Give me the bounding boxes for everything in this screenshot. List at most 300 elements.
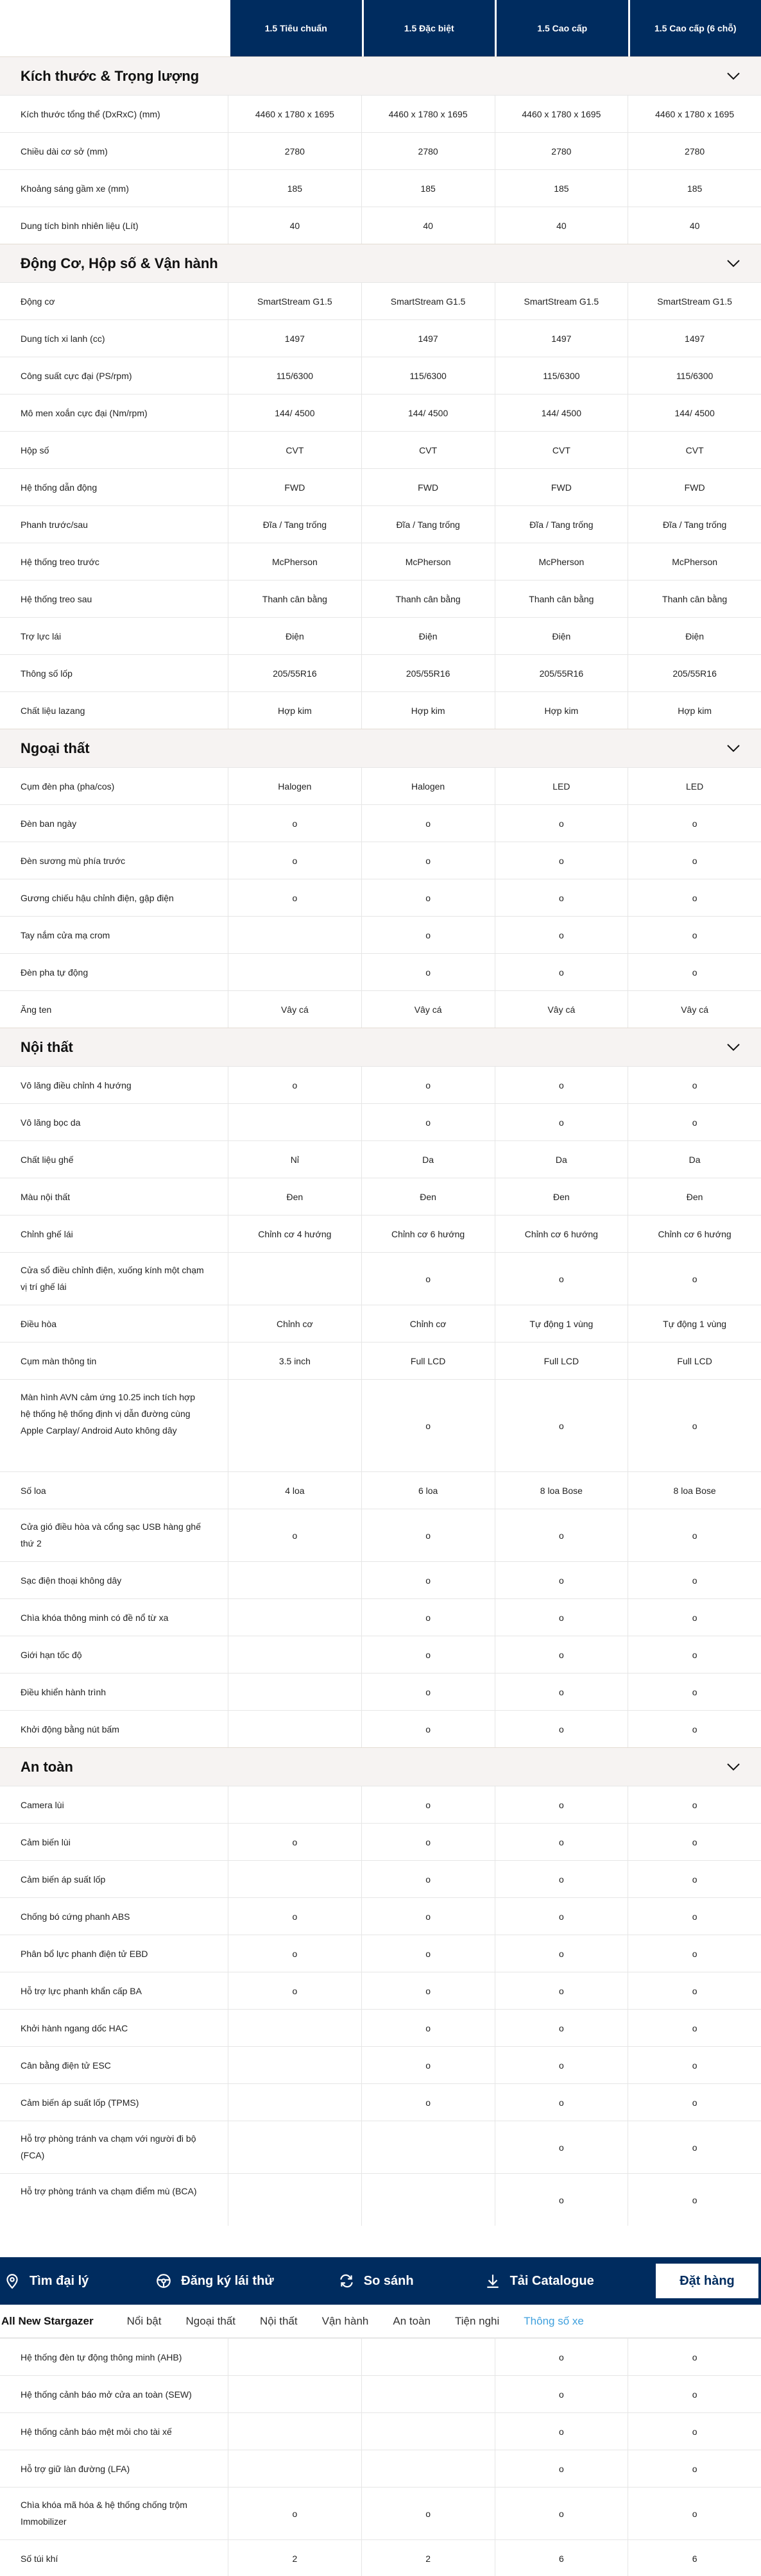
spec-value: Halogen — [362, 768, 495, 804]
spec-row — [0, 207, 761, 244]
spec-value: o — [692, 1649, 697, 1660]
spec-row — [0, 2083, 761, 2121]
spec-row — [0, 1710, 761, 1747]
spec-row — [0, 394, 761, 431]
spec-value: o — [495, 2121, 629, 2173]
compare-button[interactable] — [338, 2257, 414, 2305]
spec-label: Đèn pha tự động — [0, 954, 228, 990]
spec-value: CVT — [362, 432, 495, 468]
spec-row — [0, 1140, 761, 1178]
spec-value: 2780 — [228, 133, 362, 169]
spec-label: Cảm biến áp suất lốp (TPMS) — [0, 2084, 228, 2121]
spec-value — [362, 2413, 495, 2450]
spec-value: o — [228, 1067, 362, 1103]
spec-value: o — [495, 2450, 629, 2487]
sub-navigation — [0, 2305, 761, 2338]
spec-value: Đĩa / Tang trống — [228, 506, 362, 543]
spec-row — [0, 132, 761, 169]
spec-value: Chỉnh cơ — [228, 1305, 362, 1342]
spec-value: Chỉnh cơ 6 hướng — [362, 1216, 495, 1252]
spec-row — [0, 2121, 761, 2173]
spec-value: o — [362, 1786, 495, 1823]
spec-value: Thanh cân bằng — [362, 580, 495, 617]
spec-label: Đèn sương mù phía trước — [0, 842, 228, 879]
spec-value: 185 — [228, 170, 362, 207]
spec-value: Da — [688, 1154, 701, 1165]
spec-value — [228, 1786, 362, 1823]
spec-value: o — [495, 1636, 629, 1673]
spec-row — [0, 2487, 761, 2539]
tab-ngoai-that[interactable]: Ngoại thất — [185, 2314, 235, 2327]
spec-value: 8 loa Bose — [673, 1485, 716, 1496]
spec-label: Khoảng sáng gầm xe (mm) — [0, 170, 228, 207]
spec-value: Vây cá — [228, 991, 362, 1028]
spec-value: 2780 — [495, 133, 629, 169]
spec-label: Phanh trước/sau — [0, 506, 228, 543]
spec-value: 8 loa Bose — [495, 1472, 629, 1509]
spec-row — [0, 282, 761, 319]
spec-value: 4460 x 1780 x 1695 — [495, 96, 629, 132]
spec-row — [0, 2173, 761, 2226]
spec-value — [228, 2376, 362, 2412]
spec-value: Vây cá — [362, 991, 495, 1028]
spec-row — [0, 1342, 761, 1379]
spec-value: 144/ 4500 — [228, 394, 362, 431]
location-pin-icon — [4, 2273, 21, 2289]
spec-value: o — [362, 2487, 495, 2539]
trim-header — [0, 0, 761, 56]
spec-value: LED — [495, 768, 629, 804]
spec-value: SmartStream G1.5 — [362, 283, 495, 319]
spec-value: o — [362, 1935, 495, 1972]
spec-value — [362, 2121, 495, 2173]
spec-value: o — [692, 818, 697, 829]
find-dealer-button[interactable] — [4, 2257, 89, 2305]
spec-value: o — [692, 892, 697, 903]
spec-label: Hệ thống cảnh báo mệt mỏi cho tài xế — [0, 2413, 228, 2450]
spec-value: 205/55R16 — [228, 655, 362, 691]
chevron-down-icon[interactable] — [726, 69, 740, 83]
spec-label: Số túi khí — [0, 2540, 228, 2576]
spec-label: Đèn ban ngày — [0, 805, 228, 842]
spec-value: o — [692, 1724, 697, 1734]
spec-row — [0, 1178, 761, 1215]
spec-row — [0, 2009, 761, 2046]
spec-value: 115/6300 — [676, 370, 714, 381]
spec-value: o — [692, 1911, 697, 1922]
spec-row — [0, 580, 761, 617]
spec-label: Hỗ trợ phòng tránh va chạm với người đi bộ (FCA) — [0, 2121, 228, 2173]
spec-value: Hợp kim — [228, 692, 362, 729]
spec-label: Hệ thống cảnh báo mở cửa an toàn (SEW) — [0, 2376, 228, 2412]
spec-value: o — [362, 1711, 495, 1747]
spec-value: o — [362, 2010, 495, 2046]
spec-row — [0, 617, 761, 654]
spec-value — [228, 1636, 362, 1673]
spec-value — [228, 1104, 362, 1140]
spec-value: 6 — [692, 2553, 697, 2564]
spec-value: Full LCD — [362, 1343, 495, 1379]
spec-value: o — [495, 2413, 629, 2450]
spec-label: Màu nội thất — [0, 1178, 228, 1215]
spec-value: 115/6300 — [228, 357, 362, 394]
spec-value: o — [495, 2010, 629, 2046]
spec-label: Tay nắm cửa mạ crom — [0, 917, 228, 953]
spec-label: Khởi động bằng nút bấm — [0, 1711, 228, 1747]
spec-value: 40 — [362, 207, 495, 244]
tab-thong-so-xe[interactable]: Thông số xe — [524, 2314, 584, 2327]
spec-value: 40 — [495, 207, 629, 244]
spec-label: Cân bằng điện tử ESC — [0, 2047, 228, 2083]
spec-row — [0, 1471, 761, 1509]
spec-value: o — [495, 1861, 629, 1897]
spec-value: Vây cá — [495, 991, 629, 1028]
spec-value: o — [495, 2339, 629, 2375]
spec-value: 185 — [687, 183, 703, 194]
spec-value: FWD — [228, 469, 362, 505]
spec-value: Điện — [495, 618, 629, 654]
spec-value: McPherson — [228, 543, 362, 580]
spec-value: Nỉ — [228, 1141, 362, 1178]
spec-label: Khởi hành ngang dốc HAC — [0, 2010, 228, 2046]
spec-value: 6 — [495, 2540, 629, 2576]
spec-value: o — [692, 1273, 697, 1284]
spec-value: o — [692, 2022, 697, 2033]
spec-label: Ăng ten — [0, 991, 228, 1028]
spec-label: Cụm đèn pha (pha/cos) — [0, 768, 228, 804]
spec-value: o — [228, 2487, 362, 2539]
spec-row — [0, 2450, 761, 2487]
spec-value — [228, 2413, 362, 2450]
spec-value: o — [495, 2174, 629, 2226]
order-button[interactable]: Đặt hàng — [656, 2264, 758, 2298]
spec-value: Da — [495, 1141, 629, 1178]
trim-column-header: 1.5 Cao cấp — [495, 0, 628, 56]
tab-noi-that[interactable]: Nội thất — [259, 2314, 298, 2327]
spec-value: o — [692, 1985, 697, 1996]
spec-value: o — [495, 1898, 629, 1935]
spec-row — [0, 2412, 761, 2450]
spec-value: LED — [686, 781, 704, 792]
spec-value: o — [495, 954, 629, 990]
spec-label: Sạc điện thoại không dây — [0, 1562, 228, 1598]
spec-row — [0, 654, 761, 691]
spec-value: o — [495, 1509, 629, 1561]
spec-value: o — [228, 1935, 362, 1972]
spec-label: Cụm màn thông tin — [0, 1343, 228, 1379]
section-title: Kích thước & Trọng lượng — [21, 67, 200, 84]
spec-label: Chiều dài cơ sở (mm) — [0, 133, 228, 169]
download-catalogue-button[interactable] — [484, 2257, 594, 2305]
section-title: Ngoại thất — [21, 740, 90, 756]
section-header-dong-co-hop-so-van-hanh[interactable] — [0, 244, 761, 282]
spec-value: 2780 — [362, 133, 495, 169]
spec-value: 144/ 4500 — [362, 394, 495, 431]
spec-value: Vây cá — [681, 1004, 709, 1015]
spec-row — [0, 1066, 761, 1103]
spec-value: 144/ 4500 — [674, 407, 715, 418]
spec-row — [0, 804, 761, 842]
spec-value: o — [692, 1117, 697, 1128]
spec-value: Hợp kim — [362, 692, 495, 729]
spec-value: o — [692, 2142, 697, 2153]
spec-label: Cửa sổ điều chỉnh điện, xuống kính một chạm vị trí ghế lái — [0, 1253, 228, 1305]
spec-row — [0, 505, 761, 543]
spec-value: o — [228, 842, 362, 879]
spec-value: o — [495, 1972, 629, 2009]
spec-value — [228, 1253, 362, 1305]
spec-row — [0, 543, 761, 580]
spec-value — [228, 2174, 362, 2226]
spec-value: o — [692, 967, 697, 978]
spec-label: Hỗ trợ giữ làn đường (LFA) — [0, 2450, 228, 2487]
trim-column-header: 1.5 Tiêu chuẩn — [228, 0, 362, 56]
spec-value: 4460 x 1780 x 1695 — [362, 96, 495, 132]
spec-value: o — [495, 1380, 629, 1471]
spec-value: CVT — [495, 432, 629, 468]
header-blank — [0, 0, 228, 56]
spec-value — [228, 2121, 362, 2173]
spec-label: Trợ lực lái — [0, 618, 228, 654]
find-dealer-label: Tìm đại lý — [30, 2273, 89, 2288]
spec-value: Đĩa / Tang trống — [495, 506, 629, 543]
spec-row — [0, 1860, 761, 1897]
spec-value — [362, 2450, 495, 2487]
spec-label: Dung tích bình nhiên liệu (Lít) — [0, 207, 228, 244]
spec-row — [0, 2338, 761, 2375]
spec-value: SmartStream G1.5 — [228, 283, 362, 319]
spec-value: o — [495, 1935, 629, 1972]
spec-label: Hộp số — [0, 432, 228, 468]
tab-an-toan[interactable]: An toàn — [393, 2314, 431, 2327]
spec-row — [0, 431, 761, 468]
spec-row — [0, 1305, 761, 1342]
spec-value: Đen — [362, 1178, 495, 1215]
spec-value: Đen — [228, 1178, 362, 1215]
spec-value: o — [228, 879, 362, 916]
spec-label: Chống bó cứng phanh ABS — [0, 1898, 228, 1935]
spec-row — [0, 990, 761, 1028]
spec-value: Tự động 1 vùng — [663, 1318, 727, 1329]
spec-value: o — [362, 2047, 495, 2083]
spec-value: Đen — [495, 1178, 629, 1215]
spec-value: o — [362, 2084, 495, 2121]
spec-value: o — [495, 2487, 629, 2539]
spec-value: o — [228, 1824, 362, 1860]
spec-value: o — [362, 1824, 495, 1860]
spec-row — [0, 842, 761, 879]
spec-value: SmartStream G1.5 — [495, 283, 629, 319]
tab-van-hanh[interactable]: Vận hành — [321, 2314, 369, 2327]
spec-label: Điều hòa — [0, 1305, 228, 1342]
chevron-down-icon[interactable] — [726, 1040, 740, 1055]
spec-value: o — [362, 1898, 495, 1935]
spec-row — [0, 953, 761, 990]
spec-label: Hệ thống dẫn động — [0, 469, 228, 505]
chevron-down-icon[interactable] — [726, 257, 740, 271]
spec-label: Cảm biến lùi — [0, 1824, 228, 1860]
steering-wheel-icon — [155, 2273, 172, 2289]
spec-value: Điện — [362, 618, 495, 654]
spec-label: Phân bổ lực phanh điện tử EBD — [0, 1935, 228, 1972]
spec-value: o — [495, 2084, 629, 2121]
compare-label: So sánh — [363, 2273, 414, 2288]
spec-value: o — [362, 954, 495, 990]
spec-value: o — [692, 1080, 697, 1090]
spec-value — [362, 2174, 495, 2226]
spec-label: Công suất cực đại (PS/rpm) — [0, 357, 228, 394]
spec-value: o — [495, 1253, 629, 1305]
spec-label: Gương chiếu hậu chỉnh điện, gập điện — [0, 879, 228, 916]
trim-column-header: 1.5 Cao cấp (6 chỗ) — [628, 0, 761, 56]
section-header-ngoai-that[interactable] — [0, 729, 761, 767]
spec-value: o — [362, 842, 495, 879]
spec-row — [0, 1897, 761, 1935]
spec-value: o — [495, 2047, 629, 2083]
download-catalogue-label: Tải Catalogue — [509, 2273, 594, 2288]
spec-value: 40 — [228, 207, 362, 244]
spec-row — [0, 319, 761, 357]
spec-row — [0, 2539, 761, 2576]
spec-value: o — [362, 879, 495, 916]
compare-arrows-icon — [338, 2273, 355, 2289]
test-drive-button[interactable] — [155, 2257, 274, 2305]
spec-label: Cửa gió điều hòa và cổng sạc USB hàng ghế thứ 2 — [0, 1509, 228, 1561]
spec-value — [228, 2450, 362, 2487]
spec-value: 1497 — [685, 333, 705, 344]
spec-value: CVT — [685, 445, 704, 455]
spec-value: SmartStream G1.5 — [657, 296, 732, 307]
spec-label: Vô lăng bọc da — [0, 1104, 228, 1140]
spec-label: Hỗ trợ lực phanh khẩn cấp BA — [0, 1972, 228, 2009]
spec-row — [0, 2375, 761, 2412]
spec-value: McPherson — [362, 543, 495, 580]
spec-value: Điện — [685, 631, 705, 641]
spec-value: Thanh cân bằng — [662, 593, 728, 604]
spec-value: o — [362, 1599, 495, 1636]
spec-value: o — [495, 1824, 629, 1860]
spec-value: FWD — [684, 482, 705, 493]
spec-row — [0, 1561, 761, 1598]
spec-value: o — [692, 2426, 697, 2437]
spec-value: o — [692, 1530, 697, 1541]
spec-value — [228, 1711, 362, 1747]
spec-value — [228, 954, 362, 990]
test-drive-label: Đăng ký lái thử — [181, 2273, 274, 2288]
spec-value: 4 loa — [228, 1472, 362, 1509]
spec-value: o — [692, 1575, 697, 1586]
spec-value: o — [692, 855, 697, 866]
spec-value — [228, 1861, 362, 1897]
section-title: An toàn — [21, 1758, 73, 1775]
chevron-down-icon[interactable] — [726, 1760, 740, 1774]
spec-label: Hệ thống đèn tự động thông minh (AHB) — [0, 2339, 228, 2375]
spec-value: o — [495, 842, 629, 879]
spec-row — [0, 879, 761, 916]
spec-value: Full LCD — [677, 1355, 712, 1366]
spec-label: Chìa khóa mã hóa & hệ thống chống trộm Immobilizer — [0, 2487, 228, 2539]
spec-row — [0, 1252, 761, 1305]
section-header-kich-thuoc-trong-luong[interactable] — [0, 56, 761, 95]
spec-value: 2780 — [685, 146, 705, 157]
spec-row — [0, 357, 761, 394]
spec-value — [362, 2339, 495, 2375]
spec-value: o — [362, 1380, 495, 1471]
spec-value: McPherson — [495, 543, 629, 580]
spec-value: o — [692, 929, 697, 940]
download-icon — [484, 2273, 501, 2289]
spec-value: o — [362, 1861, 495, 1897]
spec-value: o — [362, 1972, 495, 2009]
spec-value: 1497 — [228, 320, 362, 357]
spec-label: Cảm biến áp suất lốp — [0, 1861, 228, 1897]
spec-value: o — [692, 2508, 697, 2519]
spec-value: o — [495, 805, 629, 842]
spec-value: 4460 x 1780 x 1695 — [655, 108, 735, 119]
spec-value: 2 — [362, 2540, 495, 2576]
spec-row — [0, 2046, 761, 2083]
spec-value: o — [362, 1104, 495, 1140]
spec-label: Màn hình AVN cảm ứng 10.25 inch tích hợp hệ thống hệ thống định vị dẫn đường cùng Apple Carplay/ Android Auto không dây — [0, 1380, 228, 1471]
section-header-noi-that[interactable] — [0, 1028, 761, 1066]
spec-value: o — [692, 1612, 697, 1623]
spec-value: o — [495, 2376, 629, 2412]
spec-value: o — [692, 2194, 697, 2205]
spec-value: o — [228, 1972, 362, 2009]
spec-value: 115/6300 — [495, 357, 629, 394]
spec-row — [0, 95, 761, 132]
spec-value: FWD — [362, 469, 495, 505]
spec-value: o — [495, 1674, 629, 1710]
spec-row — [0, 1823, 761, 1860]
spec-value: o — [495, 1711, 629, 1747]
subnav-tabs — [127, 2315, 608, 2328]
spec-value: 1497 — [362, 320, 495, 357]
spec-label: Chất liệu lazang — [0, 692, 228, 729]
spec-row — [0, 1673, 761, 1710]
tab-noi-bat[interactable]: Nổi bật — [126, 2314, 162, 2327]
spec-value: 6 loa — [362, 1472, 495, 1509]
spec-value: Thanh cân bằng — [495, 580, 629, 617]
section-header-an-toan[interactable] — [0, 1747, 761, 1786]
spec-value: o — [692, 2097, 697, 2108]
spec-row — [0, 169, 761, 207]
spec-value: o — [362, 917, 495, 953]
spec-value: Đĩa / Tang trống — [662, 519, 727, 530]
spec-value: o — [692, 1874, 697, 1885]
subnav-brand[interactable]: All New Stargazer — [1, 2314, 94, 2327]
spec-row — [0, 691, 761, 729]
spec-value: o — [228, 1898, 362, 1935]
spec-value: Đĩa / Tang trống — [362, 506, 495, 543]
spec-value: o — [495, 1104, 629, 1140]
spec-value: o — [228, 1509, 362, 1561]
spec-row — [0, 1786, 761, 1823]
spec-value: o — [495, 917, 629, 953]
spec-value: o — [362, 1509, 495, 1561]
spec-label: Kích thước tổng thể (DxRxC) (mm) — [0, 96, 228, 132]
spec-label: Giới hạn tốc độ — [0, 1636, 228, 1673]
action-bar — [0, 2257, 761, 2305]
spec-value — [228, 917, 362, 953]
spec-value: o — [362, 1674, 495, 1710]
spec-value: Tự động 1 vùng — [495, 1305, 629, 1342]
chevron-down-icon[interactable] — [726, 741, 740, 756]
spec-value: Đen — [686, 1191, 703, 1202]
spec-label: Mô men xoắn cực đại (Nm/rpm) — [0, 394, 228, 431]
spec-value: FWD — [495, 469, 629, 505]
tab-tien-nghi[interactable]: Tiện nghi — [454, 2314, 500, 2327]
